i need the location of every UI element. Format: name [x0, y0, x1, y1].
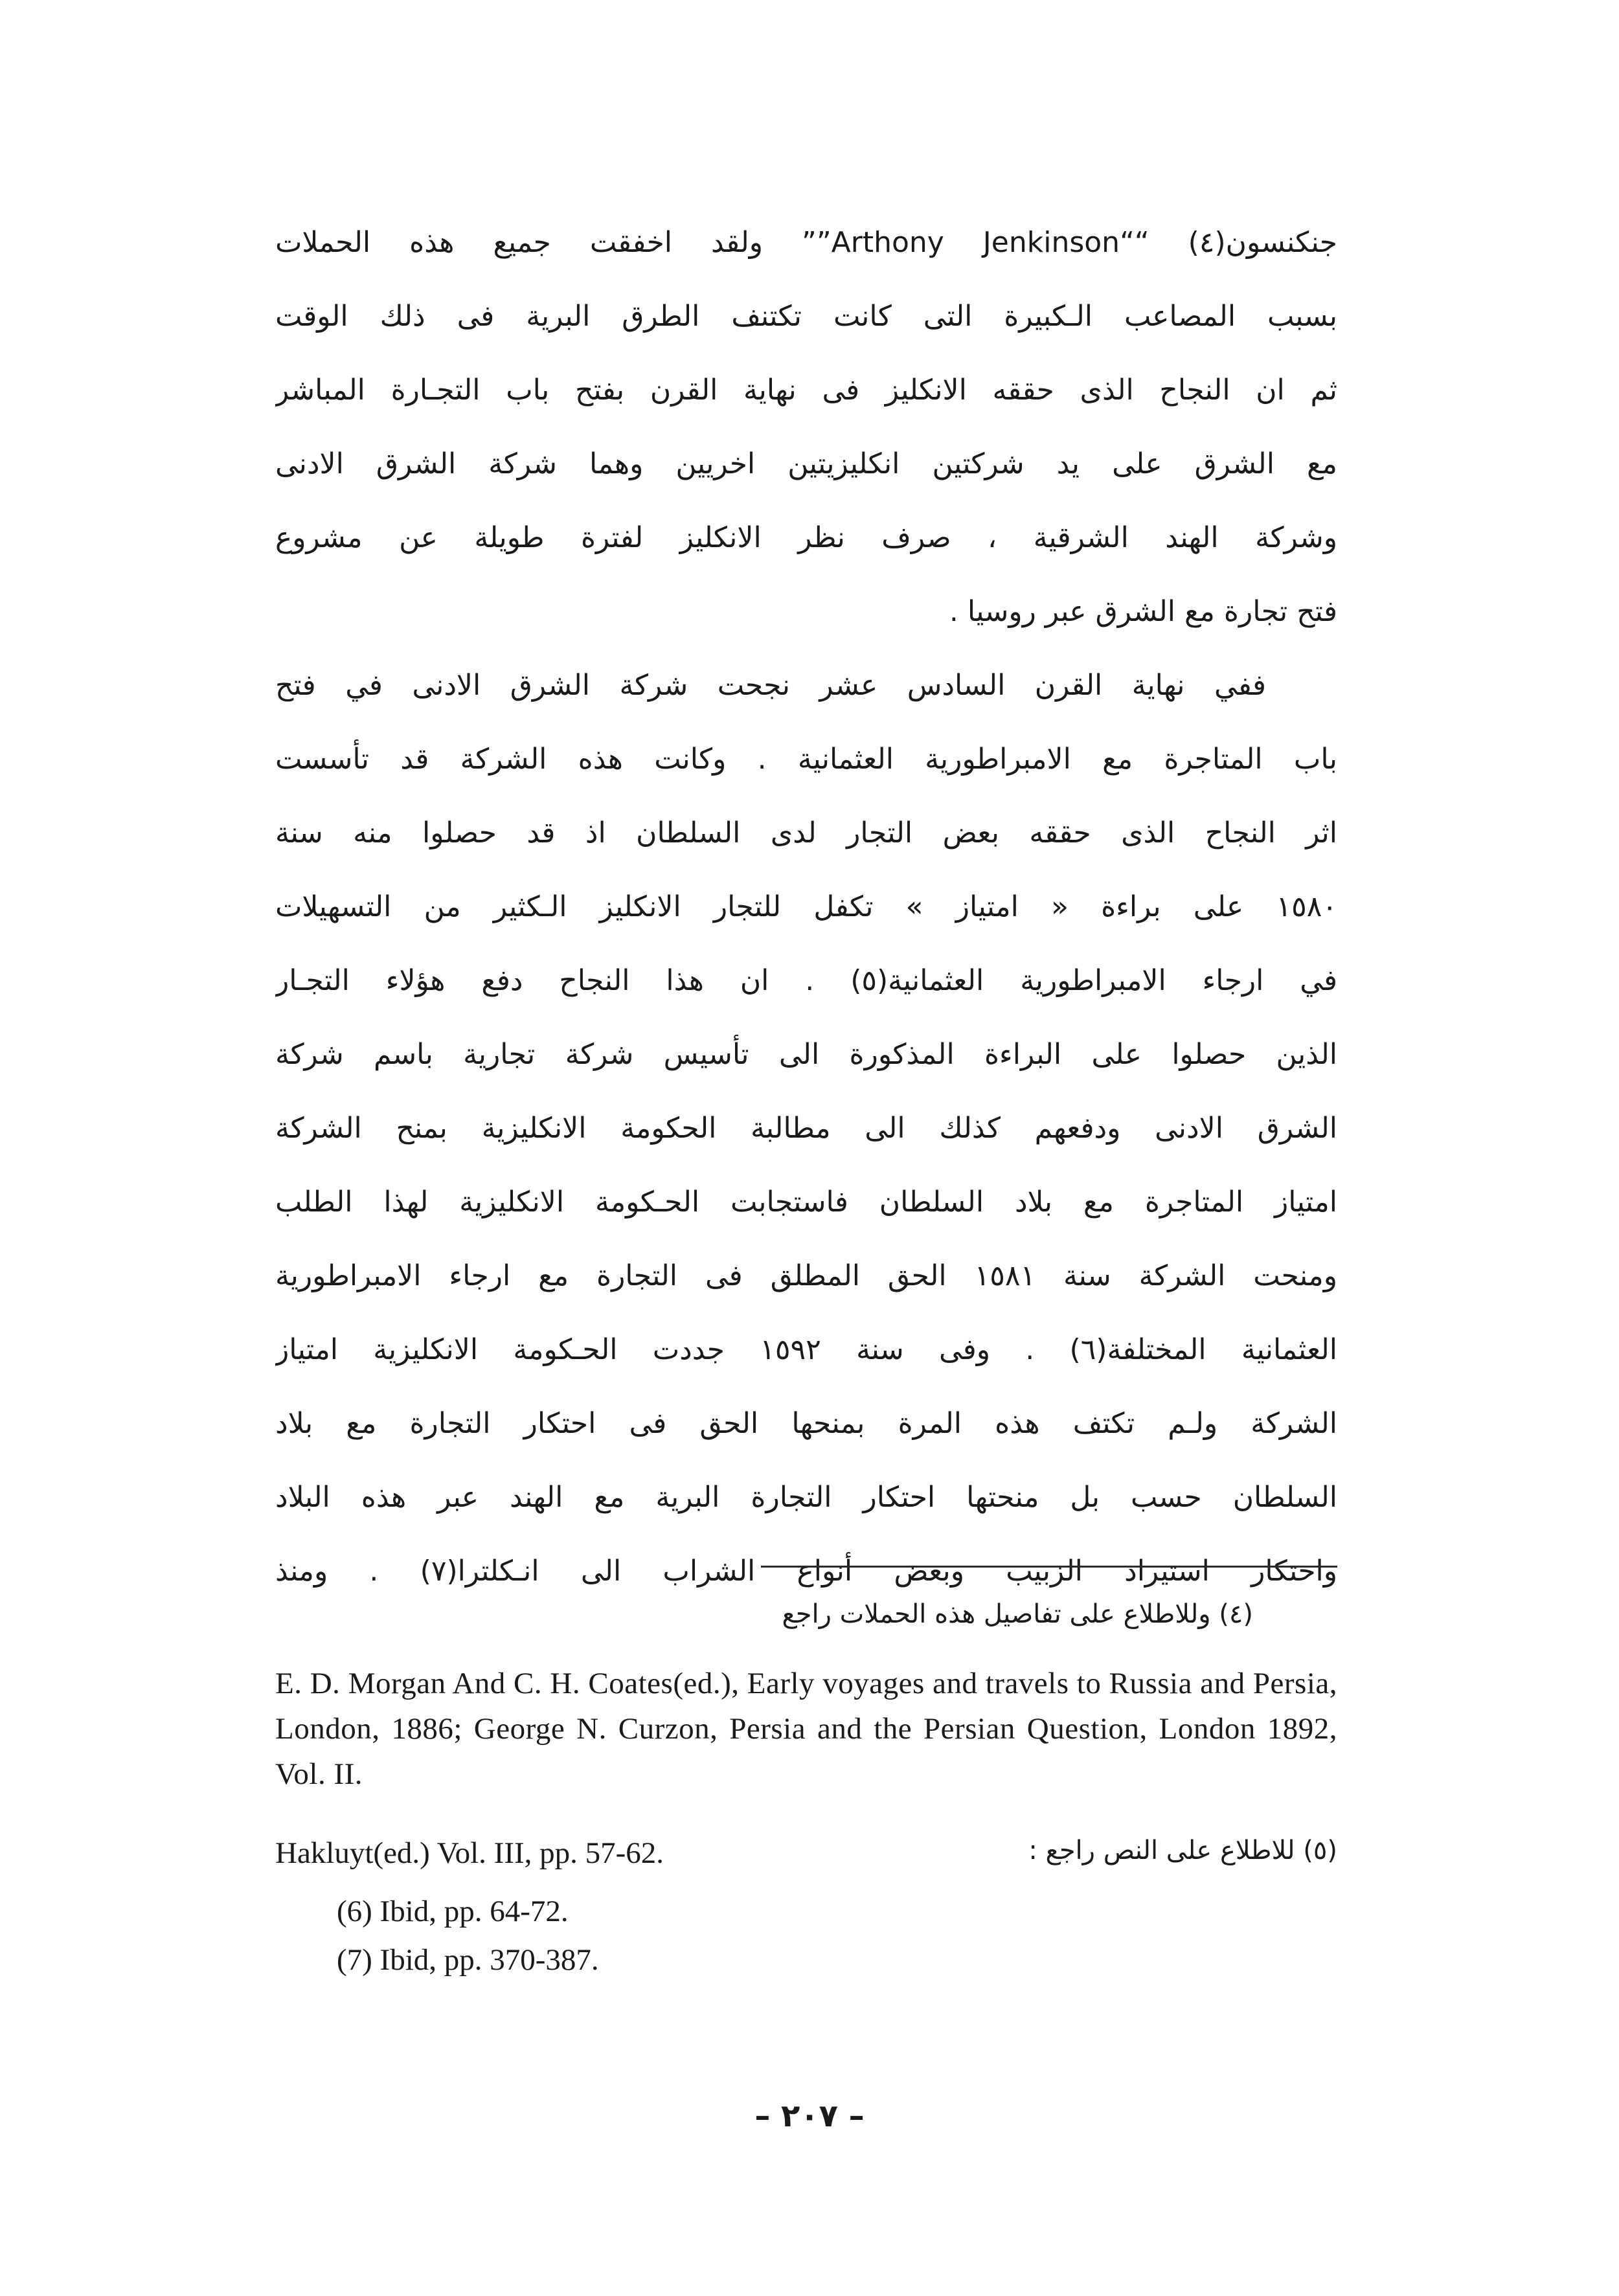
- footnote-divider: [761, 1566, 1337, 1568]
- footnote-6: (6) Ibid, pp. 64-72.: [337, 1895, 569, 1928]
- main-text: [275, 206, 1337, 1608]
- footnote-7: (7) Ibid, pp. 370-387.: [337, 1943, 599, 1977]
- text-line: باب المتاجرة مع الامبراطورية العثمانية . وكانت هذه الشركة قد تأسست: [275, 743, 1337, 776]
- text-line: الذين حصلوا على البراءة المذكورة الى تأسيس شركة تجارية باسم شركة: [275, 1038, 1337, 1071]
- footnote-4-arabic: (٤) وللاطلاع على تفاصيل هذه الحملات راجع: [782, 1599, 1253, 1629]
- text-line: الشرق الادنى ودفعهم كذلك الى مطالبة الحكومة الانكليزية بمنح الشركة: [275, 1112, 1337, 1145]
- text-line: جنكنسون(٤) ““Arthony Jenkinson”” ولقد اخفقت جميع هذه الحملات: [275, 226, 1337, 259]
- text-line: في ارجاء الامبراطورية العثمانية(٥) . ان هذا النجاح دفع هؤلاء التجـار: [275, 964, 1337, 997]
- text-line: العثمانية المختلفة(٦) . وفى سنة ١٥٩٢ جددت الحـكومة الانكليزية امتياز: [275, 1333, 1337, 1366]
- text-line: امتياز المتاجرة مع بلاد السلطان فاستجابت الحـكومة الانكليزية لهذا الطلب: [275, 1186, 1337, 1219]
- text-line: مع الشرق على يد شركتين انكليزيتين اخريين وهما شركة الشرق الادنى: [275, 447, 1337, 480]
- footnote-5-arabic: (٥) للاطلاع على النص راجع :: [1028, 1836, 1337, 1865]
- text-line: بسبب المصاعب الـكبيرة التى كانت تكتنف الطرق البرية فى ذلك الوقت: [275, 300, 1337, 333]
- text-line: اثر النجاح الذى حققه بعض التجار لدى السلطان اذ قد حصلوا منه سنة: [275, 816, 1337, 850]
- page-number: – ٢٠٧ –: [754, 2098, 865, 2134]
- text-line: فتح تجارة مع الشرق عبر روسيا .: [949, 595, 1337, 628]
- footnote-4-english: E. D. Morgan And C. H. Coates(ed.), Early voyages and travels to Russia and Persia, London, 1886; George N. Curzon, Persia and the Persian Question, London 1892, Vol. II.: [275, 1667, 1337, 1791]
- footnote-5-english: Hakluyt(ed.) Vol. III, pp. 57-62.: [275, 1836, 664, 1870]
- text-line: ١٥٨٠ على براءة « امتياز » تكفل للتجار الانكليز الـكثير من التسهيلات: [275, 890, 1337, 923]
- text-line: وشركة الهند الشرقية ، صرف نظر الانكليز لفترة طويلة عن مشروع: [275, 521, 1337, 554]
- text-line: ففي نهاية القرن السادس عشر نجحت شركة الشرق الادنى في فتح: [275, 669, 1266, 702]
- footnote-5: [275, 1836, 1337, 1881]
- text-line: السلطان حسب بل منحتها احتكار التجارة البرية مع الهند عبر هذه البلاد: [275, 1481, 1337, 1514]
- text-line: الشركة ولـم تكتف هذه المرة بمنحها الحق فى احتكار التجارة مع بلاد: [275, 1407, 1337, 1440]
- text-line: ثم ان النجاح الذى حققه الانكليز فى نهاية القرن بفتح باب التجـارة المباشر: [275, 374, 1337, 407]
- text-line: ومنحت الشركة سنة ١٥٨١ الحق المطلق فى التجارة مع ارجاء الامبراطورية: [275, 1259, 1337, 1292]
- text-line: واحتكار استيراد الزبيب وبعض أنواع الشراب الى انـكلترا(٧) . ومنذ: [275, 1555, 1337, 1588]
